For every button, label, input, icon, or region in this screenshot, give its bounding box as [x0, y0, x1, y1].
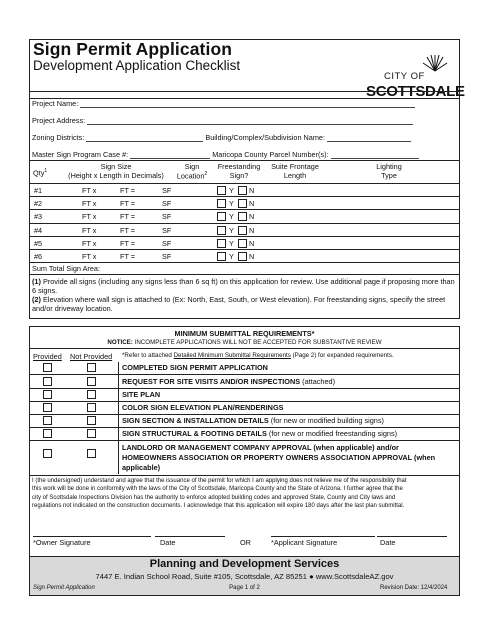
sf-label: SF: [162, 212, 172, 222]
no-label: N: [249, 199, 255, 209]
requirement-rule: [29, 414, 460, 415]
freestanding-yes-checkbox[interactable]: [217, 226, 226, 235]
row-number: #6: [34, 252, 43, 261]
table-row-rule: [29, 196, 460, 197]
note-1: (1) Provide all signs (including any signs less than 6 sq ft) on this application for review. Use additional page if proposing more than 6 signs.: [32, 277, 455, 295]
provided-checkbox[interactable]: [43, 377, 52, 386]
sf-label: SF: [162, 225, 172, 235]
project-address-field[interactable]: [87, 116, 413, 125]
freestanding-yes-checkbox[interactable]: [217, 239, 226, 248]
col-suite-header: Suite Frontage Length: [271, 162, 319, 180]
master-case-row: [32, 150, 419, 159]
not-provided-checkbox[interactable]: [87, 377, 96, 386]
not-provided-checkbox[interactable]: [87, 390, 96, 399]
col-size-header: Sign Size (Height x Length in Decimals): [68, 162, 164, 180]
requirement-item: SIGN STRUCTURAL & FOOTING DETAILS (for new or modified freestanding signs): [122, 429, 398, 438]
no-label: N: [249, 186, 255, 195]
sum-total-label: Sum Total Sign Area:: [32, 264, 101, 273]
yes-label: Y: [229, 212, 234, 222]
provided-checkbox[interactable]: [43, 429, 52, 438]
not-provided-checkbox[interactable]: [87, 403, 96, 412]
requirement-rule: [29, 374, 460, 375]
requirement-item: COLOR SIGN ELEVATION PLAN/RENDERINGS: [122, 403, 284, 412]
ft-x-label: FT x: [82, 252, 97, 261]
no-label: N: [249, 212, 255, 222]
requirement-item: SIGN SECTION & INSTALLATION DETAILS (for new or modified building signs): [122, 416, 384, 425]
owner-signature-label: *Owner Signature: [33, 538, 91, 547]
sf-label: SF: [162, 186, 172, 195]
ft-x-label: FT x: [82, 212, 97, 222]
applicant-date-label: Date: [380, 538, 396, 547]
applicant-date-line[interactable]: [377, 536, 447, 537]
footer-page-number: Page 1 of 2: [229, 585, 260, 591]
no-label: N: [249, 238, 255, 248]
sun-logo-icon: [422, 52, 448, 72]
provided-checkbox[interactable]: [43, 416, 52, 425]
requirement-rule: [29, 427, 460, 428]
zoning-field[interactable]: [86, 133, 203, 142]
project-address-row: [32, 116, 413, 125]
requirement-rule: [29, 401, 460, 402]
sum-rule: [29, 262, 460, 263]
col-location-header: Sign Location$^2$: [176, 162, 208, 181]
provided-checkbox[interactable]: [43, 363, 52, 372]
ft-eq-label: FT =: [120, 199, 136, 209]
sf-label: SF: [162, 252, 172, 261]
table-row-rule: [29, 223, 460, 224]
freestanding-yes-checkbox[interactable]: [217, 212, 226, 221]
freestanding-no-checkbox[interactable]: [238, 252, 247, 261]
not-provided-checkbox[interactable]: [87, 429, 96, 438]
provided-checkbox[interactable]: [43, 390, 52, 399]
provided-checkbox[interactable]: [43, 403, 52, 412]
checklist-divider: [118, 362, 119, 474]
freestanding-no-checkbox[interactable]: [238, 186, 247, 195]
requirement-item: LANDLORD OR MANAGEMENT COMPANY APPROVAL (when applicable) and/or HOMEOWNERS ASSOCIATION OR PROPERTY OWNERS ASSOCIATION APPROVAL (when applicable): [122, 443, 436, 472]
yes-label: Y: [229, 186, 234, 195]
page-subtitle: Development Application Checklist: [33, 58, 241, 73]
ft-x-label: FT x: [82, 238, 97, 248]
provided-header: Provided: [33, 352, 62, 361]
requirement-rule: [29, 388, 460, 389]
requirement-item: COMPLETED SIGN PERMIT APPLICATION: [122, 363, 268, 372]
row-number: #1: [34, 186, 43, 195]
footer-revision-date: Revision Date: 12/4/2024: [380, 585, 448, 591]
yes-label: Y: [229, 225, 234, 235]
col-freestanding-header: Freestanding Sign?: [217, 162, 261, 180]
page-title: Sign Permit Application: [33, 39, 233, 59]
ft-eq-label: FT =: [120, 212, 136, 222]
freestanding-no-checkbox[interactable]: [238, 226, 247, 235]
refer-note: *Refer to attached Detailed Minimum Submittal Requirements (Page 2) for expanded requirements.: [122, 352, 394, 359]
parcel-label: Maricopa County Parcel Number(s):: [212, 150, 329, 159]
freestanding-yes-checkbox[interactable]: [217, 252, 226, 261]
freestanding-no-checkbox[interactable]: [238, 199, 247, 208]
yes-label: Y: [229, 238, 234, 248]
row-number: #5: [34, 238, 43, 248]
note-2: (2) Elevation where wall sign is attached to (Ex: North, East, South, or West elevation). For freestanding signs, specify the street and/or driveway location.: [32, 295, 446, 313]
table-top-rule: [29, 160, 460, 161]
footer-address: 7447 E. Indian School Road, Suite #105, Scottsdale, AZ 85251 ● www.ScottsdaleAZ.gov: [95, 572, 394, 581]
submittal-rule: [29, 348, 460, 349]
ft-x-label: FT x: [82, 199, 97, 209]
freestanding-yes-checkbox[interactable]: [217, 199, 226, 208]
ft-x-label: FT x: [82, 186, 97, 195]
zoning-row: [32, 133, 411, 142]
table-row-rule: [29, 183, 460, 184]
freestanding-no-checkbox[interactable]: [238, 212, 247, 221]
table-row-rule: [29, 249, 460, 250]
footer-form-name: Sign Permit Application: [33, 585, 95, 591]
ft-eq-label: FT =: [120, 225, 136, 235]
owner-date-line[interactable]: [155, 536, 225, 537]
yes-label: Y: [229, 199, 234, 209]
requirement-rule: [29, 440, 460, 441]
parcel-field[interactable]: [331, 150, 419, 159]
yes-label: Y: [229, 252, 234, 261]
row-number: #4: [34, 225, 43, 235]
sf-label: SF: [162, 238, 172, 248]
table-row-rule: [29, 209, 460, 210]
submittal-title: MINIMUM SUBMITTAL REQUIREMENTS*: [174, 329, 315, 338]
col-qty-header: Qty$^1$: [33, 168, 48, 178]
logo-scottsdale: SCOTTSDALE: [366, 83, 465, 100]
ft-x-label: FT x: [82, 225, 97, 235]
master-case-field[interactable]: [130, 150, 210, 159]
project-name-field[interactable]: [80, 99, 415, 108]
building-field[interactable]: [327, 133, 411, 142]
owner-date-label: Date: [160, 538, 176, 547]
not-provided-checkbox[interactable]: [87, 449, 96, 458]
ft-eq-label: FT =: [120, 238, 136, 248]
project-address-label: Project Address:: [32, 116, 86, 125]
row-number: #2: [34, 199, 43, 209]
agreement-statement: I (the undersigned) understand and agree that the issuance of the permit for which I am applying does not relieve me of the responsibility that this work will be done in conformity with the laws of the City of Scottsdale, Maricopa County and the State of Arizona. I further agree that the city of Scottsdale Inspections Division has the authority to enforce adopted building codes and approved State, County and City laws and regulations not indicated on the construction documents. I acknowledge that this application will expire 180 days after the last plan submittal.: [32, 478, 407, 510]
freestanding-yes-checkbox[interactable]: [217, 186, 226, 195]
applicant-signature-label: *Applicant Signature: [271, 538, 338, 547]
no-label: N: [249, 252, 255, 261]
applicant-signature-line[interactable]: [271, 536, 375, 537]
provided-checkbox[interactable]: [43, 449, 52, 458]
col-lighting-header: Lighting Type: [376, 162, 402, 180]
table-row-rule: [29, 236, 460, 237]
requirement-item: SITE PLAN: [122, 390, 161, 399]
sf-label: SF: [162, 199, 172, 209]
zoning-label: Zoning Districts:: [32, 133, 85, 142]
row-number: #3: [34, 212, 43, 222]
submittal-notice: NOTICE: INCOMPLETE APPLICATIONS WILL NOT BE ACCEPTED FOR SUBSTANTIVE REVIEW: [107, 339, 382, 346]
building-label: Building/Complex/Subdivision Name:: [205, 133, 326, 142]
statement-rule: [29, 475, 460, 476]
not-provided-header: Not Provided: [70, 352, 113, 361]
project-name-label: Project Name:: [32, 99, 79, 108]
project-name-row: [32, 99, 415, 108]
requirement-item: REQUEST FOR SITE VISITS AND/OR INSPECTIONS (attached): [122, 377, 336, 386]
footer-org: Planning and Development Services: [149, 558, 340, 570]
freestanding-no-checkbox[interactable]: [238, 239, 247, 248]
ft-eq-label: FT =: [120, 186, 136, 195]
not-provided-checkbox[interactable]: [87, 416, 96, 425]
owner-signature-line[interactable]: [33, 536, 151, 537]
logo-city-of: CITY OF: [384, 71, 425, 82]
ft-eq-label: FT =: [120, 252, 136, 261]
no-label: N: [249, 225, 255, 235]
not-provided-checkbox[interactable]: [87, 363, 96, 372]
master-case-label: Master Sign Program Case #:: [32, 150, 129, 159]
or-label: OR: [240, 538, 251, 547]
notes-rule: [29, 274, 460, 275]
